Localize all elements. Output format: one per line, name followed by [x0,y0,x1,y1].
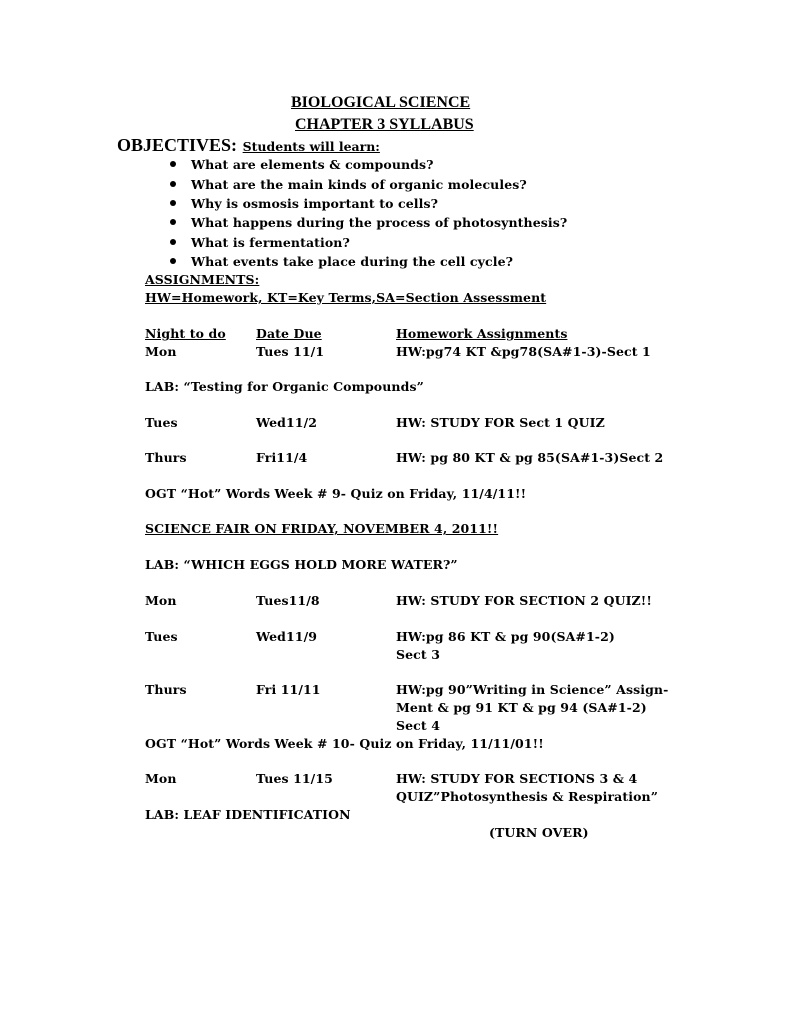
bullet-icon [170,219,176,225]
row-date: Wed11/9 [256,629,318,644]
objective-item: What is fermentation? [191,235,350,250]
row-night: Thurs [145,450,187,465]
row-assignment-cont: Sect 4 [396,718,441,733]
row-assignment-cont: QUIZ”Photosynthesis & Respiration” [396,789,658,804]
objective-item: What happens during the process of photosynthesis? [191,215,568,230]
objective-item: What are the main kinds of organic molecules? [191,177,527,192]
row-assignment: HW:pg74 KT &pg78(SA#1-3)-Sect 1 [396,344,651,359]
row-date: Wed11/2 [256,415,318,430]
row-assignment: HW: STUDY FOR SECTION 2 QUIZ!! [396,593,652,608]
row-date: Tues 11/15 [256,771,333,786]
assignments-label: ASSIGNMENTS: [145,272,260,287]
row-night: Tues [145,629,178,644]
row-night: Thurs [145,682,187,697]
bullet-icon [170,181,176,187]
row-date: Fri11/4 [256,450,308,465]
header-night: Night to do [145,326,226,341]
objective-item: What events take place during the cell cycle? [191,254,514,269]
row-night: Mon [145,771,177,786]
lab-line: LAB: “WHICH EGGS HOLD MORE WATER?” [145,557,458,572]
objective-item: Why is osmosis important to cells? [191,196,439,211]
row-date: Tues11/8 [256,593,320,608]
objectives-heading [117,135,380,156]
row-assignment: HW:pg 90”Writing in Science” Assign- [396,682,669,697]
row-assignment: HW:pg 86 KT & pg 90(SA#1-2) [396,629,615,644]
bullet-icon [170,200,176,206]
row-night: Tues [145,415,178,430]
title-line-1: BIOLOGICAL SCIENCE [291,94,471,111]
row-assignment-cont: Sect 3 [396,647,441,662]
row-night: Mon [145,344,177,359]
objectives-label: OBJECTIVES: [117,135,238,155]
row-assignment: HW: STUDY FOR SECTIONS 3 & 4 [396,771,638,786]
row-date: Tues 11/1 [256,344,325,359]
lab-line: LAB: “Testing for Organic Compounds” [145,379,424,394]
ogt-line: OGT “Hot” Words Week # 9- Quiz on Friday, 11/4/11!! [145,486,527,501]
row-date: Fri 11/11 [256,682,321,697]
title-line-2: CHAPTER 3 SYLLABUS [295,116,474,133]
bullet-icon [170,161,176,167]
turn-over-note: (TURN OVER) [489,825,589,840]
lab-line: LAB: LEAF IDENTIFICATION [145,807,351,822]
bullet-icon [170,258,176,264]
header-date: Date Due [256,326,322,341]
bullet-icon [170,239,176,245]
legend-line: HW=Homework, KT=Key Terms,SA=Section Assessment [145,290,547,305]
row-night: Mon [145,593,177,608]
objective-item: What are elements & compounds? [191,157,434,172]
row-assignment: HW: pg 80 KT & pg 85(SA#1-3)Sect 2 [396,450,664,465]
row-assignment: HW: STUDY FOR Sect 1 QUIZ [396,415,605,430]
row-assignment-cont: Ment & pg 91 KT & pg 94 (SA#1-2) [396,700,647,715]
ogt-line: OGT “Hot” Words Week # 10- Quiz on Friday, 11/11/01!! [145,736,544,751]
objectives-subtitle: Students will learn: [242,139,380,154]
science-fair-line: SCIENCE FAIR ON FRIDAY, NOVEMBER 4, 2011!! [145,521,499,536]
header-assignments: Homework Assignments [396,326,568,341]
